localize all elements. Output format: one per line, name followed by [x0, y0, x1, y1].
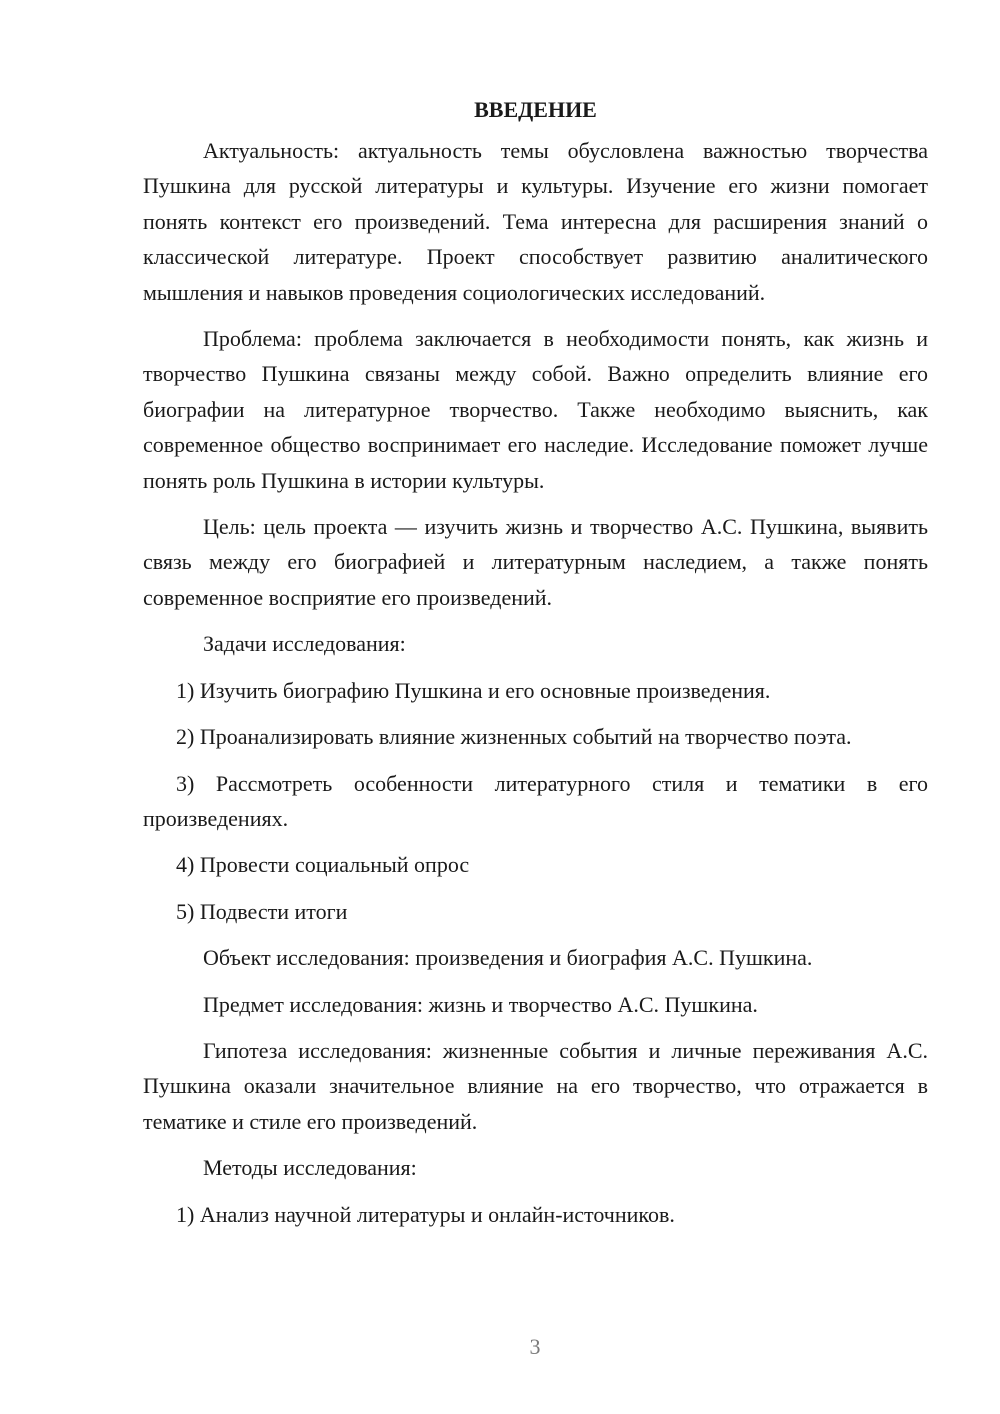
task-item: 1) Изучить биографию Пушкина и его основные произведения. [176, 677, 771, 703]
page-number: 3 [529, 1334, 541, 1359]
task-item: 5) Подвести итоги [176, 898, 348, 924]
section-heading: ВВЕДЕНИЕ [474, 97, 597, 122]
document-page [143, 96, 928, 1243]
tasks-title: Задачи исследования: [203, 631, 406, 657]
task-item: 4) Провести социальный опрос [176, 852, 470, 878]
subject-paragraph: Предмет исследования: жизнь и творчество А.С. Пушкина. [203, 991, 758, 1017]
task-item: 2) Проанализировать влияние жизненных событий на творчество поэта. [176, 724, 852, 750]
goal-paragraph: Цель: цель проекта — изучить жизнь и творчество А.С. Пушкина, выявить связь между его биографией и литературным наследием, а также понять современное восприятие его произведений. [143, 514, 928, 610]
problem-paragraph: Проблема: проблема заключается в необходимости понять, как жизнь и творчество Пушкина связаны между собой. Важно определить влияние его биографии на литературное творчество. Также необходимо выяснить, как современное общество воспринимает его наследие. Исследование поможет лучше понять роль Пушкина в истории культуры. [143, 326, 928, 493]
hypothesis-paragraph: Гипотеза исследования: жизненные события и личные переживания А.С. Пушкина оказали значительное влияние на его творчество, что отражается в тематике и стиле его произведений. [143, 1037, 928, 1134]
methods-title: Методы исследования: [203, 1155, 417, 1181]
task-item: 3) Рассмотреть особенности литературного стиля и тематики в его произведениях. [143, 770, 928, 831]
object-paragraph: Объект исследования: произведения и биография А.С. Пушкина. [203, 945, 813, 971]
method-item: 1) Анализ научной литературы и онлайн-источников. [176, 1201, 675, 1227]
relevance-paragraph: Актуальность: актуальность темы обусловлена важностью творчества Пушкина для русской литературы и культуры. Изучение его жизни помогает понять контекст его произведений. Тема интересна для расширения знаний о классической литературе. Проект способствует развитию аналитического мышления и навыков проведения социологических исследований. [143, 138, 928, 305]
